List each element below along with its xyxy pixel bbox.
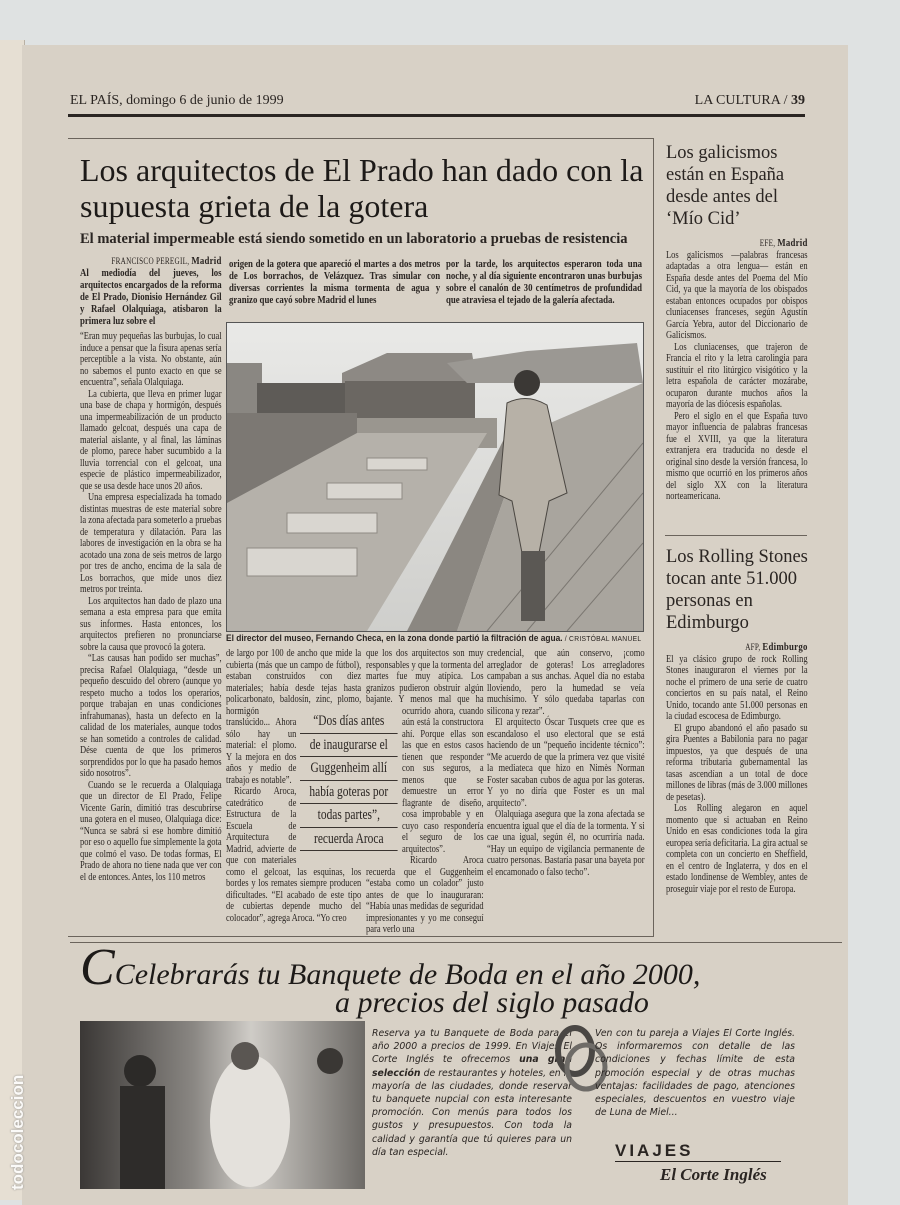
body-col-4: credencial, que aún conservo, ¡como arreglador de goteras! Los arregladores campaban a sus anchas. Aquel día no estaba lloviendo, pero la humedad se veía muchísimo. Y sólo quedaba taparlas con silicona y rezar”. El arquitecto Óscar Tusquets cree que es escandaloso el uso electoral que se está haciendo de un “pequeño incidente técnico”: “Me acuerdo de que la primera vez que visité la mediateca que hizo en Nimès Norman Foster sacaban cubos de agua por las goteras. Y yo no diría que Foster es un mal arquitecto”. Olalquiaga asegura que la zona afectada se encuentra igual que el día de la tormenta. Y si cae una igual, según él, no ocurriría nada. “Hay un equipo de vigilancia permanente de cuatro personas. Bastaría pasar una bayeta por el encamonado o falso techo”. xyxy=(487,648,645,878)
wedding-couple-image xyxy=(80,1021,365,1189)
article-headline: Los arquitectos de El Prado han dado con la supuesta grieta de la gotera xyxy=(80,152,644,224)
sidebar-story-2-block xyxy=(666,546,808,895)
page-number: 39 xyxy=(791,93,805,108)
sidebar-headline-2: Los Rolling Stones tocan ante 51.000 personas en Edimburgo xyxy=(666,547,808,633)
byline: FRANCISCO PEREGIL, Madrid xyxy=(111,255,222,267)
article-photo xyxy=(226,322,644,632)
lede-col-3: por la tarde, los arquitectos esperaron toda una noche, y al día siguiente encontraron unas burbujas sobre el canalón de 30 centímetros de profundidad que atraviesa el tejado de la galería afectada. xyxy=(446,258,642,306)
sidebar-story-1-block xyxy=(666,142,808,503)
section-label xyxy=(695,93,805,109)
el-corte-ingles-logo: El Corte Inglés xyxy=(660,1165,767,1184)
viajes-logo: VIAJES xyxy=(615,1141,781,1162)
section-name: LA CULTURA / xyxy=(694,93,791,108)
body-col-3: que los dos arquitectos son muy responsables y que la tormenta del martes fue muy atípica. Los granizos pudieron obstruir algún bajante. Y menos mal que ha ocurrido ahora, cuando aún está la constructora ahí. Porque ellas son las que en estos casos tienen que responder con sus seguros, a menos que se demuestre un error flagrante de diseño, cosa improbable y en cuyo caso respondería el seguro de los arquitectos”. Ricardo Aroca recuerda que el Guggenheim “estaba como un colador” justo antes de que lo inauguraran: “Había unas medidas de seguridad impresionantes y yo me conseguí para verlo una xyxy=(366,648,484,935)
header-rule xyxy=(68,114,805,117)
sidebar-story-1: EFE, Madrid Los galicismos —palabras francesas adaptadas a otra lengua— están en España desde antes del Poema del Mío Cid, ya que la mayoría de los obispados estaban entonces ocupados por obispos cluniacenses franceses, según Agustín García Yebra, autor del Diccionario de Galicismos. Los cluniacenses, que trajeron de Francia el rito y la letra carolingia para sustituir el rito litúrgico visigótico y la letra española de carácter mozárabe, ocuparon durante muchos años la mayoría de las diócesis españolas. Pero el siglo en el que España tuvo mayor influencia de palabras francesas fue el XVIII, ya que la literatura extranjera era traducida no desde el original sino desde la versión francesa, lo mismo que ocurrió en los primeros años del siglo XX con la literatura norteamericana. xyxy=(666,237,808,502)
photo-credit: / CRISTÓBAL MANUEL xyxy=(562,634,642,643)
museum-roof-photo xyxy=(227,323,643,631)
lede-col-1: FRANCISCO PEREGIL, Madrid Al mediodía del jueves, los arquitectos encargados de la reforma de El Prado, Dionisio Hernández Gil y Rafael Olalquiaga, atisbaron la primera luz sobre el xyxy=(80,255,222,327)
advertisement xyxy=(70,939,842,1193)
body-col-1: FRANCISCO PEREGIL, Madrid Al mediodía del jueves, los arquitectos encargados de la reforma de El Prado, Dionisio Hernández Gil y Rafael Olalquiaga, atisbaron la primera luz sobre el “Eran muy pequeñas las burbujas, lo cual induce a pensar que la fisura apenas sería perceptible a la vista. No obstante, aún no sabemos el punto exacto en que se encuentra”, señala Olalquiaga. La cubierta, que lleva en primer lugar una base de chapa y hormigón, después una impermeabilización de un producto llamado gelcoat, después una capa de material aislante, y al final, las láminas de plomo, parece haber sucumbido a la lluvia torrencial con el gelcoat, una especie de plástico impermeabilizador, que se usa desde hace unos 20 años. Una empresa especializada ha tomado distintas muestras de este material sobre la zona afectada para someterlo a pruebas de temperatura y dilatación. Para las labores de investigación en la obra se ha acotado una zona de seis metros de largo por tres de ancho, encima de la sala de Los borrachos, que mide unos diez metros por treinta. Los arquitectos han dado de plazo una semana a esta empresa para que emita sus informes. Hasta entonces, los arquitectos prefieren no pronunciarse sobre la causa que provocó la gotera. “Las causas han podido ser muchas”, precisa Rafael Olalquiaga, “desde un pequeño descuido del obrero (aunque yo respeto mucho a todos los operarios, porque trabajan en unas condiciones infrahumanas), hasta un defecto en la calidad de los materiales, aunque todos se han sometido a controles de calidad. Dése cuenta de que los primeros sorprendidos por lo que ha pasado hemos sido nosotros”. Cuando se le recuerda a Olalquiaga que un director de El Prado, Felipe Vicente Garín, dimitió tras descubrirse una gotera en el museo, Olalquiaga dice: “Nunca se sabrá si ese hombre dimitió por eso o aquello fue simplemente la gota que colmó el vaso. De todas formas, El Prado de ahora no tiene nada que ver con el de entonces. Antes, los 110 metros xyxy=(80,255,222,883)
sidebar-headline-1: Los galicismos están en España desde antes del ‘Mío Cid’ xyxy=(666,143,785,229)
watermark: todocoleccion xyxy=(8,1074,27,1190)
lede-col-2: origen de la gotera que apareció el martes a dos metros de Los borrachos, de Velázquez. Tras simular con diversas corrientes la misma tormenta de agua y granizo que cayó sobre Madrid el lunes xyxy=(229,258,441,306)
masthead-date: EL PAÍS, domingo 6 de junio de 1999 xyxy=(70,93,284,108)
ad-text-1: Reserva ya tu Banquete de Boda para el año 2000 a precios de 1999. En Viajes El Corte Inglés te ofrecemos una gran selección de restaurantes y hoteles, en la mayoría de las ciudades, donde reservar tu banquete nupcial con esta interesante promoción. Con menús para todos los gustos y presupuestos. Con toda la calidad y garantía que tú quieres para un día tan especial. xyxy=(372,1028,572,1158)
ad-headline-text: Celebrarás tu Banquete de Boda en el año 2000, xyxy=(114,958,701,991)
body-col-2: de largo por 100 de ancho que mide la cubierta (más que un campo de fútbol), estaban construidos con diez materiales; había desde tejas hasta policarbonato, baldosín, zinc, plomo, hormigón translúcido... Ahora sólo hay un material: el plomo. Y la mejora en dos años y medio de trabajo es notable”. Ricardo Aroca, catedrático de Estructura de la Escuela de Arquitectura de Madrid, advierte de que con materiales como el gelcoat, las esquinas, los bordes y los remates siempre producen dificultades. “El acabado de este tipo de cubiertas depende mucho del colocador”, agrega Aroca. “Yo creo xyxy=(226,648,362,924)
wedding-photo xyxy=(80,1021,365,1189)
article-subtitle: El material impermeable está siendo sometido en un laboratorio a pruebas de resistencia xyxy=(80,231,628,247)
photo-caption: El director del museo, Fernando Checa, en la zona donde partió la filtración de agua. / CRISTÓBAL MANUEL xyxy=(226,633,642,643)
ad-text-2: Ven con tu pareja a Viajes El Corte Inglés. Os informaremos con detalle de las condiciones y fechas límite de esta promoción especial y de otras muchas ventajas: facilidades de pago, atenciones especiales, descuentos en vuestro viaje de Luna de Miel... xyxy=(595,1028,795,1119)
sidebar-story-2: AFP, Edimburgo El ya clásico grupo de rock Rolling Stones inauguraron el viernes por la noche el primero de una serie de cuatro conciertos en su país natal, el Reino Unido, tocando ante 51.000 personas en la ciudad escocesa de Edimburgo. El grupo abandonó el año pasado su gira Puentes a Babilonia para no pagar impuestos, ya que después de una reforma tributaria gubernamental las tasas ascendían a un total de doce millones de libras (más de 3.000 millones de pesetas). Los Rolling alegaron en aquel momento que si actuaban en Reino Unido en esas condiciones toda la gira europea sería deficitaria. La gira actual se completa con un concierto en Sheffield, en el centro de Inglaterra, y dos en el estado londinense de Wembley, antes de proseguir viaje por el resto de Europa. xyxy=(666,641,808,895)
sidebar-divider xyxy=(665,535,807,536)
ad-headline-2: a precios del siglo pasado xyxy=(335,986,649,1019)
ad-headline-1: CCelebrarás tu Banquete de Boda en el año 2000, xyxy=(80,939,701,996)
pull-quote: “Dos días antes de inaugurarse el Guggenheim allí había goteras por todas partes”, recuerda Aroca xyxy=(300,710,398,851)
